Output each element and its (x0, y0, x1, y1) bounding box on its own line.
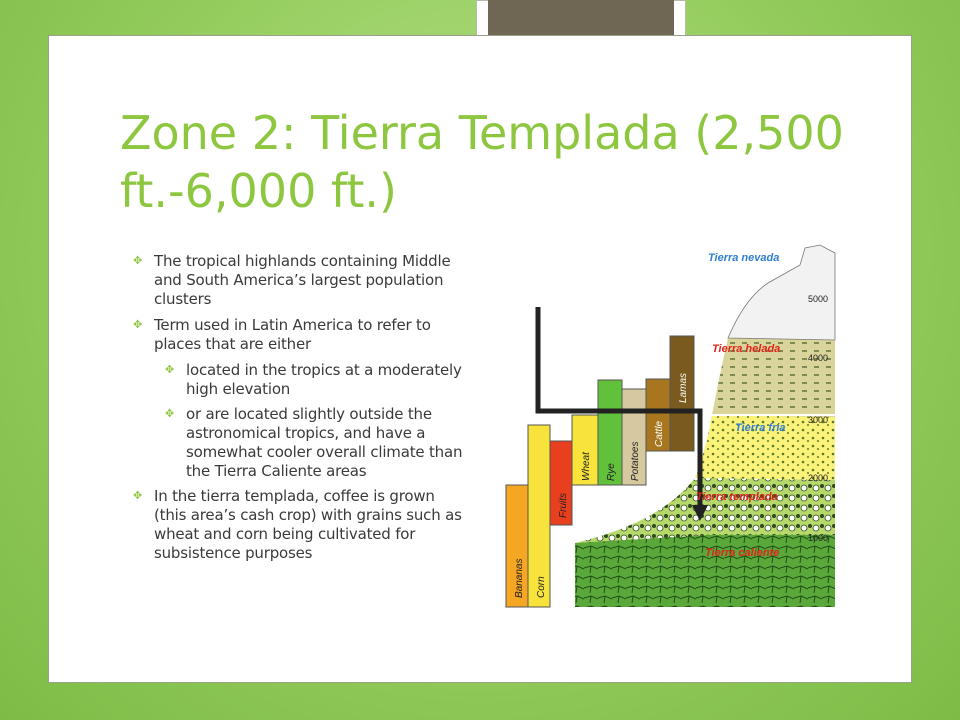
zone-label-helada: Tierra helada (712, 343, 781, 355)
zone-caliente-band (575, 533, 835, 607)
bullet-icon: ✥ (165, 363, 175, 376)
bullet-text: or are located slightly outside the astronomical tropics, and have a somewhat cooler overall climate than the Tierra Caliente areas (186, 405, 463, 480)
elevation-label-5000: 5000 (808, 294, 829, 304)
sub-bullet-item (133, 405, 463, 481)
crop-label-fruits: Fruits (558, 493, 569, 518)
bullet-icon: ✥ (133, 254, 143, 267)
slide-title: Zone 2: Tierra Templada (2,500 ft.-6,000 ft.) (120, 106, 844, 218)
elevation-label-4000: 4000 (808, 353, 829, 363)
zone-label-nevada: Tierra nevada (708, 252, 780, 264)
bullet-icon: ✥ (133, 489, 143, 502)
crop-label-rye: Rye (606, 463, 617, 481)
bullet-text: Term used in Latin America to refer to places that are either (154, 316, 431, 353)
altitude-zones-diagram (500, 243, 840, 613)
bullet-item (133, 252, 463, 309)
elevation-label-2000: 2000 (808, 473, 829, 483)
bullet-list (133, 252, 463, 570)
bullet-text: located in the tropics at a moderately high elevation (186, 361, 462, 398)
elevation-label-1000: 1000 (808, 533, 829, 543)
zone-label-fria: Tierra fria (735, 422, 786, 434)
sub-bullet-item (133, 361, 463, 399)
bullet-item (133, 316, 463, 354)
bullet-icon: ✥ (165, 407, 175, 420)
crop-label-lamas: Lamas (678, 372, 689, 403)
bullet-item (133, 487, 463, 563)
crop-label-bananas: Bananas (514, 558, 525, 598)
crop-label-potatoes: Potatoes (630, 441, 641, 481)
bullet-icon: ✥ (133, 318, 143, 331)
zone-label-templada: Tierra templada (696, 491, 778, 503)
bullet-text: The tropical highlands containing Middle and South America’s largest population clusters (154, 252, 451, 308)
crop-label-wheat: Wheat (581, 452, 592, 481)
crop-label-cattle: Cattle (654, 420, 665, 447)
elevation-label-3000: 3000 (808, 415, 829, 425)
bullet-text: In the tierra templada, coffee is grown (this area’s cash crop) with grains such as wheat and corn being cultivated for subsistence purposes (154, 487, 462, 562)
crop-label-corn: Corn (536, 576, 547, 598)
zone-label-caliente: Tierra caliente (705, 547, 780, 559)
